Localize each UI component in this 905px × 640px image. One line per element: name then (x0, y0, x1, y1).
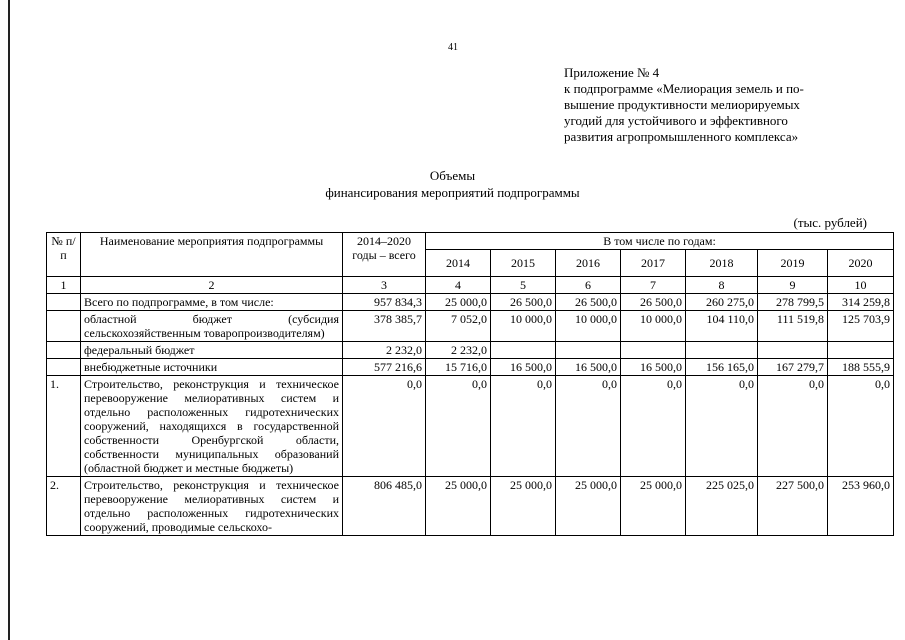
row-name: Строительство, реконструкция и техническое перевооружение мелиоративных систем и отдельно расположенных гидротехнических сооружений, находящихся в государственной собственности Оренбургской области, собственности муниципальных образований (областной бюджет и местные бюджеты) (81, 376, 343, 477)
row-value (758, 342, 828, 359)
header-total: 2014–2020 годы – всего (343, 233, 426, 277)
row-num (47, 311, 81, 342)
header-num: № п/п (47, 233, 81, 277)
header-years-group: В том числе по годам: (426, 233, 894, 250)
document-title: Объемы (429, 168, 476, 183)
row-value: 26 500,0 (491, 294, 556, 311)
row-value: 0,0 (621, 376, 686, 477)
row-value: 111 519,8 (758, 311, 828, 342)
appendix-line: развития агропромышленного комплекса» (564, 129, 799, 144)
row-value: 7 052,0 (426, 311, 491, 342)
row-total: 577 216,6 (343, 359, 426, 376)
column-number: 10 (828, 277, 894, 294)
column-number: 6 (556, 277, 621, 294)
row-value: 2 232,0 (426, 342, 491, 359)
table-header-row (47, 233, 894, 250)
row-value: 10 000,0 (556, 311, 621, 342)
document-subtitle: финансирования мероприятий подпрограммы (325, 185, 580, 200)
row-value: 25 000,0 (556, 477, 621, 536)
column-numbers-row (47, 277, 894, 294)
row-name: областной бюджет (субсидия сельскохозяйственным товаропроизводителям) (81, 311, 343, 342)
column-number: 5 (491, 277, 556, 294)
row-value: 25 000,0 (426, 477, 491, 536)
header-year: 2014 (426, 250, 491, 277)
row-value: 260 275,0 (686, 294, 758, 311)
row-value: 16 500,0 (491, 359, 556, 376)
appendix-line: угодий для устойчивого и эффективного (564, 113, 788, 128)
row-value: 314 259,8 (828, 294, 894, 311)
table-row (47, 294, 894, 311)
units-label: (тыс. рублей) (793, 215, 867, 230)
row-num (47, 342, 81, 359)
row-value: 0,0 (491, 376, 556, 477)
table-row (47, 477, 894, 536)
appendix-line: к подпрограмме «Мелиорация земель и по- (564, 81, 804, 96)
row-value: 16 500,0 (556, 359, 621, 376)
row-name: внебюджетные источники (81, 359, 343, 376)
row-value: 0,0 (828, 376, 894, 477)
row-value (556, 342, 621, 359)
table-row (47, 342, 894, 359)
row-value: 10 000,0 (621, 311, 686, 342)
table-row (47, 359, 894, 376)
row-value: 25 000,0 (491, 477, 556, 536)
table-row (47, 311, 894, 342)
header-year: 2017 (621, 250, 686, 277)
financing-table (46, 232, 894, 536)
row-value: 0,0 (758, 376, 828, 477)
row-total: 378 385,7 (343, 311, 426, 342)
row-value (686, 342, 758, 359)
row-num (47, 359, 81, 376)
appendix-line: Приложение № 4 (564, 65, 660, 80)
row-name: Всего по подпрограмме, в том числе: (81, 294, 343, 311)
row-num: 2. (47, 477, 81, 536)
row-total: 2 232,0 (343, 342, 426, 359)
row-value: 225 025,0 (686, 477, 758, 536)
column-number: 4 (426, 277, 491, 294)
column-number: 2 (81, 277, 343, 294)
row-value: 15 716,0 (426, 359, 491, 376)
row-total: 0,0 (343, 376, 426, 477)
row-value (491, 342, 556, 359)
row-value: 188 555,9 (828, 359, 894, 376)
header-year: 2019 (758, 250, 828, 277)
row-total: 957 834,3 (343, 294, 426, 311)
row-value: 253 960,0 (828, 477, 894, 536)
page-left-border-bottom (8, 600, 10, 640)
row-value: 26 500,0 (621, 294, 686, 311)
appendix-block (564, 65, 864, 145)
page-left-border (8, 0, 10, 640)
row-value: 26 500,0 (556, 294, 621, 311)
appendix-line: вышение продуктивности мелиорируемых (564, 97, 800, 112)
row-num: 1. (47, 376, 81, 477)
header-year: 2015 (491, 250, 556, 277)
column-number: 7 (621, 277, 686, 294)
row-total: 806 485,0 (343, 477, 426, 536)
header-name: Наименование мероприятия подпрограммы (81, 233, 343, 277)
row-value: 156 165,0 (686, 359, 758, 376)
row-value: 0,0 (426, 376, 491, 477)
row-value (828, 342, 894, 359)
row-num (47, 294, 81, 311)
row-value (621, 342, 686, 359)
row-value: 25 000,0 (426, 294, 491, 311)
row-value: 104 110,0 (686, 311, 758, 342)
row-value: 125 703,9 (828, 311, 894, 342)
row-value: 25 000,0 (621, 477, 686, 536)
header-year: 2018 (686, 250, 758, 277)
column-number: 9 (758, 277, 828, 294)
row-value: 10 000,0 (491, 311, 556, 342)
row-name: федеральный бюджет (81, 342, 343, 359)
column-number: 1 (47, 277, 81, 294)
row-value: 16 500,0 (621, 359, 686, 376)
row-value: 227 500,0 (758, 477, 828, 536)
column-number: 3 (343, 277, 426, 294)
row-value: 0,0 (556, 376, 621, 477)
page-number: 41 (448, 42, 458, 53)
column-number: 8 (686, 277, 758, 294)
row-value: 0,0 (686, 376, 758, 477)
table-row (47, 376, 894, 477)
row-value: 167 279,7 (758, 359, 828, 376)
row-name: Строительство, реконструкция и техническое перевооружение мелиоративных систем и отдельно расположенных гидротехнических сооружений, проводимые сельскохо- (81, 477, 343, 536)
header-year: 2020 (828, 250, 894, 277)
header-year: 2016 (556, 250, 621, 277)
row-value: 278 799,5 (758, 294, 828, 311)
